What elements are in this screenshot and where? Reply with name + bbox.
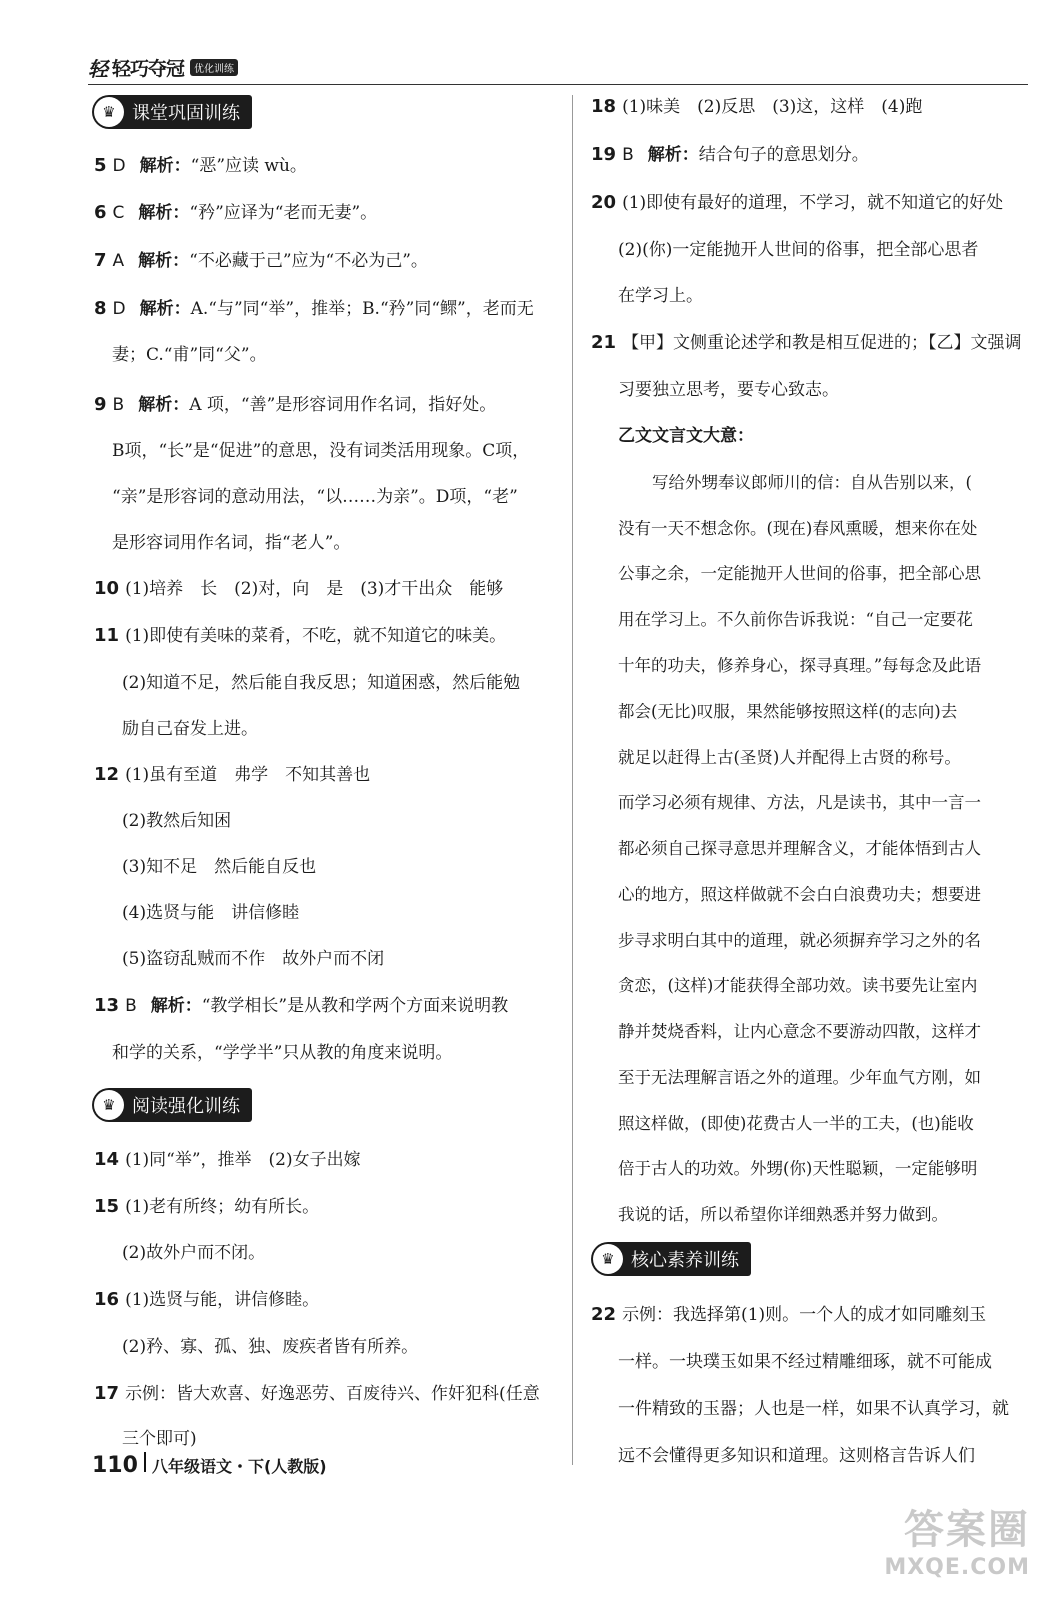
brand-logo-icon: 轻: [88, 56, 108, 81]
answer-line: 5 D 解析：“恶”应读 wù。: [94, 155, 307, 176]
summary-line: 我说的话，所以希望你详细熟悉并努力做到。: [618, 1205, 948, 1224]
summary-line: 照这样做，(即使)花费古人一半的工夫，(也)能收: [618, 1114, 974, 1133]
answer-line: “亲”是形容词的意动用法，“以……为亲”。D项，“老”: [112, 487, 518, 507]
page-number: 110: [92, 1453, 138, 1478]
header-divider: [88, 84, 1028, 85]
answer-line: (4)选贤与能 讲信修睦: [122, 903, 300, 923]
section-title: 课堂巩固训练: [132, 103, 240, 124]
section-title: 核心素养训练: [631, 1250, 739, 1271]
crown-icon: ♛: [593, 1244, 623, 1274]
answer-line: 7 A 解析：“不必藏于己”应为“不必为己”。: [94, 250, 428, 271]
answer-line: 是形容词用作名词，指“老人”。: [112, 533, 351, 553]
section-title: 阅读强化训练: [132, 1096, 240, 1117]
footer-divider: [144, 1452, 146, 1472]
answer-line: (2)教然后知困: [122, 811, 232, 831]
answer-line: 17 示例：皆大欢喜、好逸恶劳、百废待兴、作奸犯科(任意: [94, 1383, 540, 1404]
summary-line: 贪恋，(这样)才能获得全部功效。读书要先让室内: [618, 976, 978, 995]
summary-line: 用在学习上。不久前你告诉我说：“自己一定要花: [618, 610, 973, 629]
answer-line: 10 (1)培养 长 (2)对，向 是 (3)才干出众 能够: [94, 578, 504, 599]
column-divider: [572, 95, 573, 1465]
answer-line: 远不会懂得更多知识和道理。这则格言告诉人们: [618, 1446, 975, 1466]
watermark-url: MXQE.COM: [884, 1555, 1030, 1580]
brand-name: 轻巧夺冠: [112, 57, 185, 80]
answer-line: (5)盗窃乱贼而不作 故外户而不闭: [122, 949, 385, 969]
answer-line: (2)知道不足，然后能自我反思；知道困惑，然后能勉: [122, 673, 521, 693]
answer-line: 11 (1)即使有美味的菜肴，不吃，就不知道它的味美。: [94, 625, 507, 646]
answer-line: (2)故外户而不闭。: [122, 1243, 266, 1263]
answer-line: 14 (1)同“举”，推举 (2)女子出嫁: [94, 1149, 361, 1170]
section-hexin: [591, 1242, 751, 1276]
summary-line: 都必须自己探寻意思并理解含义，才能体悟到古人: [618, 839, 981, 858]
summary-line: 写给外甥奉议郎师川的信：自从告别以来，(: [652, 473, 972, 492]
answer-line: 18 (1)味美 (2)反思 (3)这，这样 (4)跑: [591, 96, 923, 117]
answer-line: 习要独立思考，要专心致志。: [618, 380, 839, 400]
summary-line: 十年的功夫，修养身心，探寻真理。”每每念及此语: [618, 656, 982, 675]
summary-line: 至于无法理解言语之外的道理。少年血气方刚，如: [618, 1068, 981, 1087]
watermark: [884, 1498, 1030, 1580]
answer-line: 20 (1)即使有最好的道理，不学习，就不知道它的好处: [591, 192, 1004, 213]
summary-line: 没有一天不想念你。(现在)春风熏暖，想来你在处: [618, 519, 978, 538]
answer-line: 9 B 解析：A 项，“善”是形容词用作名词，指好处。: [94, 394, 497, 415]
answer-line: 8 D 解析：A.“与”同“举”，推举；B.“矜”同“鳏”，老而无: [94, 298, 534, 319]
answer-line: 16 (1)选贤与能，讲信修睦。: [94, 1289, 320, 1310]
section-ketang: [92, 95, 252, 129]
answer-line: 12 (1)虽有至道 弗学 不知其善也: [94, 764, 371, 785]
book-title: 八年级语文・下(人教版): [151, 1457, 327, 1476]
answer-line: 在学习上。: [618, 286, 703, 306]
summary-line: 步寻求明白其中的道理，就必须摒弃学习之外的名: [618, 931, 981, 950]
summary-line: 心的地方，照这样做就不会白白浪费功夫；想要进: [618, 885, 981, 904]
answer-line: 妻；C.“甫”同“父”。: [112, 345, 267, 365]
crown-icon: ♛: [94, 1090, 124, 1120]
section-yuedu: [92, 1088, 252, 1122]
answer-line: 15 (1)老有所终；幼有所长。: [94, 1196, 320, 1217]
answer-line: 励自己奋发上进。: [122, 719, 258, 739]
answer-line: 19 B 解析：结合句子的意思划分。: [591, 144, 869, 165]
answer-line: 一样。一块璞玉如果不经过精雕细琢，就不可能成: [618, 1352, 992, 1372]
crown-icon: ♛: [94, 97, 124, 127]
summary-line: 公事之余，一定能抛开人世间的俗事，把全部心思: [618, 564, 981, 583]
answer-line: 一件精致的玉器；人也是一样，如果不认真学习，就: [618, 1399, 1009, 1419]
summary-line: 就足以赶得上古(圣贤)人并配得上古贤的称号。: [618, 748, 961, 767]
answer-line: 6 C 解析：“矜”应译为“老而无妻”。: [94, 202, 378, 223]
summary-heading: 乙文文言文大意：: [618, 426, 754, 446]
answer-line: (2)矜、寡、孤、独、废疾者皆有所养。: [122, 1337, 419, 1357]
page-header: [88, 50, 238, 84]
answer-line: (3)知不足 然后能自反也: [122, 857, 317, 877]
answer-line: (2)(你)一定能抛开人世间的俗事，把全部心思者: [618, 240, 979, 260]
answer-line: 21 【甲】文侧重论述学和教是相互促进的；【乙】文强调: [591, 332, 1022, 353]
answer-line: B项，“长”是“促进”的意思，没有词类活用现象。C项，: [112, 441, 530, 461]
answer-line: 和学的关系，“学学半”只从教的角度来说明。: [112, 1043, 453, 1063]
answer-line: 13 B 解析：“教学相长”是从教和学两个方面来说明教: [94, 995, 509, 1016]
watermark-text: 答案圈: [904, 1507, 1030, 1553]
summary-line: 都会(无比)叹服，果然能够按照这样(的志向)去: [618, 702, 958, 721]
answer-line: 22 示例：我选择第(1)则。一个人的成才如同雕刻玉: [591, 1304, 987, 1325]
answer-line: 三个即可): [122, 1429, 197, 1449]
summary-line: 静并焚烧香料，让内心意念不要游动四散，这样才: [618, 1022, 981, 1041]
page-footer: [92, 1452, 327, 1478]
summary-line: 倍于古人的功效。外甥(你)天性聪颖，一定能够明: [618, 1159, 978, 1178]
brand-badge: 优化训练: [190, 59, 238, 76]
summary-line: 而学习必须有规律、方法，凡是读书，其中一言一: [618, 793, 981, 812]
